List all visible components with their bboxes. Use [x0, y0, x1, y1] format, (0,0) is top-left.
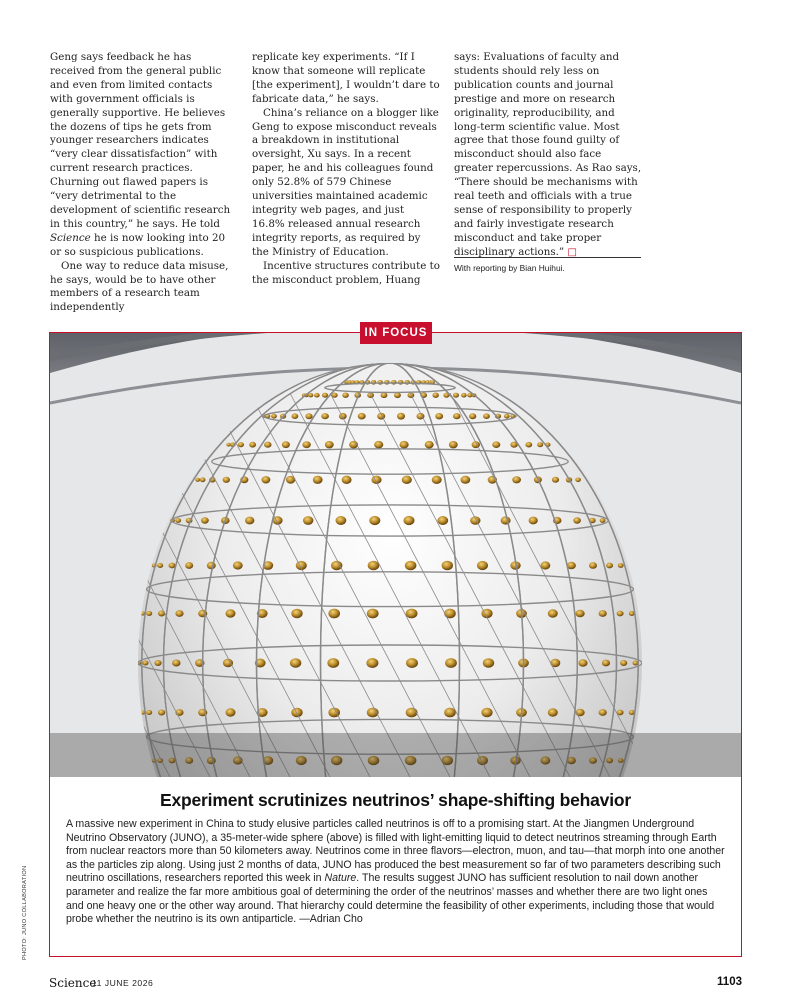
pmt-dot: [449, 441, 458, 448]
pmt-dot: [290, 658, 301, 668]
pmt-dot: [146, 710, 152, 715]
pmt-dot: [226, 609, 236, 617]
pmt-dot: [291, 609, 302, 618]
pmt-dot: [548, 609, 558, 617]
pmt-dot: [573, 517, 581, 523]
paragraph: One way to reduce data misuse, he says, would be to have other members of a research team independently: [50, 259, 229, 314]
pmt-dot: [308, 393, 313, 397]
end-mark-icon: □: [567, 246, 577, 258]
pmt-dot: [483, 413, 490, 419]
pmt-dot: [384, 380, 390, 385]
pmt-dot: [369, 516, 380, 525]
pmt-dot: [537, 442, 543, 447]
pmt-dot: [444, 708, 456, 718]
text-run: A massive new experiment in China to study elusive particles called neutrinos is off to a promising start. At the Jiangmen Underground Neutrino Observatory (JUNO), a 35-meter-wide sphere (above) is filled with light-emitting liquid to detect neutrinos streaming through Earth from nuclear reactors more than 50 kilometers away. Neutrinos come in three flavors—electron, muon, and tau—that morph into one another as the particles zip along. Using just 2 months of data, JUNO has produced the best measurement so far of two parameters describing such neutrino oscillations, researchers reported this week in: [66, 818, 725, 885]
pmt-dot: [226, 708, 236, 716]
pmt-dot: [185, 562, 193, 569]
pmt-dot: [367, 609, 379, 619]
pmt-dot: [404, 516, 415, 525]
pmt-dot: [397, 413, 405, 420]
pmt-dot: [435, 413, 443, 419]
pmt-dot: [233, 561, 243, 569]
pmt-dot: [322, 393, 328, 398]
pmt-dot: [461, 393, 467, 398]
pmt-dot: [381, 392, 388, 398]
pmt-dot: [271, 414, 277, 419]
pmt-dot: [157, 563, 163, 568]
pmt-dot: [576, 709, 585, 717]
pmt-dot: [512, 476, 521, 483]
pmt-dot: [342, 476, 352, 484]
pmt-dot: [207, 562, 216, 570]
pmt-dot: [470, 516, 480, 525]
pmt-dot: [262, 476, 271, 483]
pmt-dot: [291, 708, 302, 717]
pmt-dot: [599, 610, 607, 617]
in-focus-tag: IN FOCUS: [360, 322, 432, 344]
pmt-dot: [342, 393, 348, 398]
paragraph: China’s reliance on a blogger like Geng to expose misconduct reveals a breakdown in institutional oversight, Xu says. In a recent paper, he and his colleagues found only 52.8% of 579 Chinese universities maintained academic integrity web pages, and just 16.8% released annual research integrity reports, as required by the Ministry of Education.: [252, 106, 439, 258]
pmt-dot: [599, 709, 607, 716]
pmt-dot: [620, 660, 627, 666]
pmt-dot: [578, 659, 587, 667]
pmt-dot: [327, 658, 339, 668]
pmt-dot: [200, 477, 206, 482]
in-focus-headline: Experiment scrutinizes neutrinos’ shape-shifting behavior: [160, 790, 631, 810]
byline-divider: [454, 257, 641, 258]
pmt-dot: [321, 413, 329, 419]
pmt-dot: [432, 476, 442, 484]
pmt-dot: [201, 517, 209, 523]
pmt-dot: [576, 610, 585, 618]
footer-date: 11 JUNE 2026: [92, 978, 154, 988]
pmt-dot: [606, 563, 613, 569]
pmt-dot: [374, 441, 383, 449]
pmt-dot: [552, 477, 559, 483]
text-run: . The results suggest JUNO has sufficient resolution to nail down another parameter and realize the far more ambitious goal of determining the order of the neutrinos’ masses and whether there are two light ones and one heavy one or the other way around. That hierarchy could determine the feasibility of other experiments, including those that would probe whether the neutrino is its own antiparticle. —Adrian Cho: [66, 872, 715, 926]
paragraph: replicate key experiments. “If I know that someone will replicate [the experiment], I wouldn’t dare to fabricate data,” he says.: [252, 51, 440, 105]
pmt-dot: [453, 413, 461, 419]
pmt-dot: [405, 561, 417, 571]
pmt-dot: [602, 660, 610, 667]
pmt-dot: [453, 393, 459, 398]
pmt-dot: [302, 441, 310, 448]
paragraph: Incentive structures contribute to the misconduct problem, Huang: [252, 259, 440, 286]
page-number: 1103: [717, 976, 742, 988]
pmt-dot: [195, 478, 200, 482]
floor-shadow: [50, 733, 741, 777]
pmt-dot: [529, 517, 538, 525]
pmt-dot: [366, 658, 378, 668]
journal-name-italic: Nature: [324, 872, 357, 885]
pmt-dot: [282, 441, 290, 448]
pmt-dot: [303, 516, 313, 525]
pmt-dot: [223, 659, 233, 667]
pmt-dot: [477, 561, 488, 570]
pmt-dot: [336, 516, 347, 525]
pmt-dot: [481, 708, 492, 717]
text-run: he is now looking into 20 or so suspicious publications.: [50, 231, 226, 258]
pmt-dot: [146, 611, 152, 616]
pmt-dot: [158, 710, 165, 716]
pmt-dot: [249, 442, 256, 448]
text-run: Geng says feedback he has received from the general public and even from limited contacts with government officials is generally supportive. He believes the dozens of tips he gets from younger researchers indicates “very clear dissatisfaction” with current research practices. Churning out flawed papers is “very detrimental to the development of scientific research in this country,” he says. He told: [50, 51, 231, 230]
pmt-dot: [172, 660, 180, 667]
pmt-dot: [600, 518, 606, 523]
pmt-dot: [483, 658, 494, 667]
pmt-dot: [548, 708, 558, 716]
pmt-dot: [406, 609, 418, 619]
pmt-dot: [398, 380, 404, 385]
byline: With reporting by Bian Huihui.: [454, 263, 565, 273]
pmt-dot: [328, 609, 340, 619]
pmt-dot: [331, 561, 342, 570]
pmt-dot: [575, 478, 581, 483]
pmt-dot: [425, 441, 434, 449]
pmt-dot: [223, 477, 230, 483]
pmt-dot: [371, 380, 376, 385]
pmt-dot: [501, 516, 511, 524]
pmt-dot: [404, 380, 409, 385]
pmt-dot: [377, 380, 383, 385]
article-column-2: [252, 51, 440, 287]
pmt-dot: [617, 611, 624, 617]
pmt-dot: [238, 442, 244, 447]
pmt-dot: [245, 517, 254, 525]
article-column-1: [50, 51, 236, 315]
pmt-dot: [169, 563, 176, 569]
in-focus-body: [66, 818, 726, 927]
pmt-dot: [618, 563, 624, 568]
pmt-dot: [469, 413, 476, 419]
pmt-dot: [444, 609, 456, 619]
pmt-dot: [400, 441, 409, 449]
text-run: says: Evaluations of faculty and students should rely less on publication counts and journal prestige and more on research originality, reproducibility, and long-term scientific value. Most agree that those found guilty of misconduct should also face greater repercussions. As Rao says, “There should be mechanisms with real teeth and officials with a true sense of responsibility to properly and fairly investigate research misconduct and take proper disciplinary actions.”: [454, 51, 642, 258]
pmt-dot: [325, 441, 334, 448]
pmt-dot: [367, 392, 374, 398]
journal-name-italic: Science: [50, 231, 91, 244]
pmt-dot: [175, 610, 183, 617]
detector-photo: [50, 333, 741, 777]
article-column-3: [454, 51, 642, 260]
pmt-dot: [154, 660, 161, 666]
pmt-dot: [406, 658, 418, 668]
pmt-dot: [394, 392, 401, 398]
pmt-dot: [406, 708, 418, 718]
pmt-dot: [461, 476, 471, 484]
pmt-dot: [525, 442, 532, 448]
pmt-dot: [433, 393, 439, 398]
pmt-dot: [339, 413, 347, 420]
pmt-dot: [504, 414, 510, 419]
pmt-dot: [175, 518, 181, 523]
pmt-dot: [437, 516, 448, 525]
footer-journal-name: Science: [49, 976, 97, 990]
pmt-dot: [313, 476, 323, 484]
pmt-dot: [314, 393, 320, 398]
photo-credit: PHOTO: JUNO COLLABORATION: [22, 865, 28, 960]
pmt-dot: [368, 561, 380, 571]
pmt-dot: [305, 413, 312, 419]
pmt-dot: [143, 661, 149, 666]
pmt-dot: [358, 413, 366, 420]
paragraph: [50, 51, 236, 260]
pmt-dot: [292, 413, 299, 419]
pmt-dot: [402, 476, 412, 484]
pmt-dot: [264, 442, 271, 448]
pmt-dot: [589, 562, 597, 569]
pmt-dot: [492, 441, 500, 448]
paragraph: [454, 51, 642, 260]
pmt-dot: [445, 658, 457, 668]
pmt-dot: [541, 561, 551, 569]
pmt-dot: [442, 561, 453, 570]
pmt-dot: [391, 380, 397, 385]
